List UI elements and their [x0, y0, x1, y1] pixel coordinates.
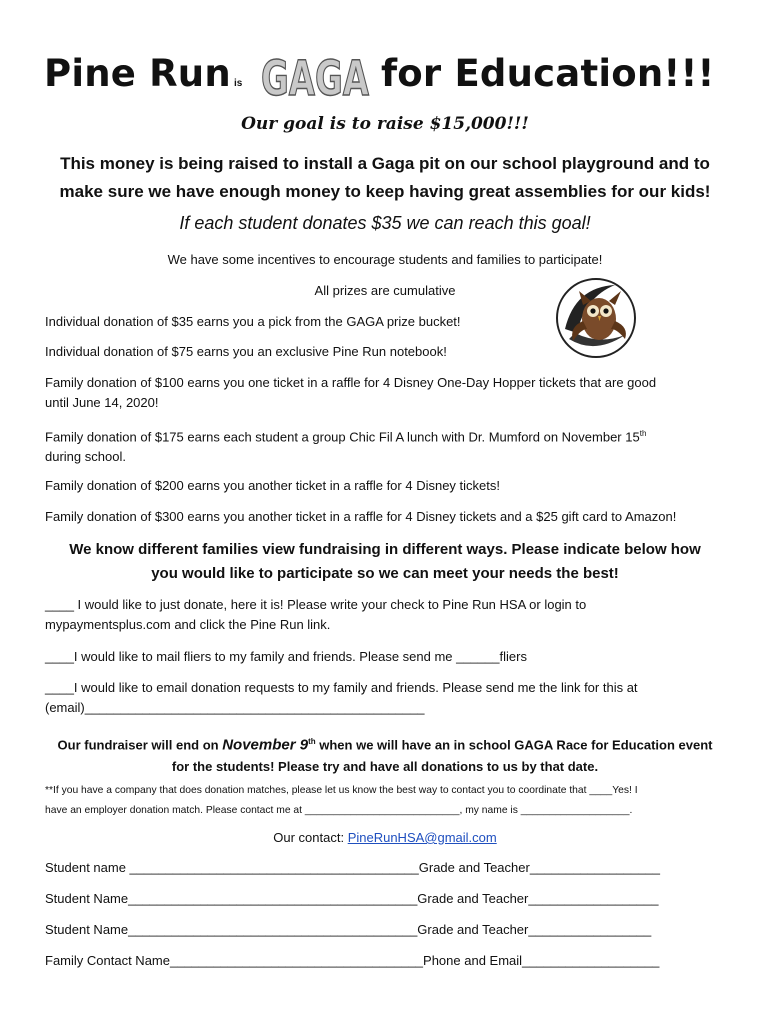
option-email-line-1: ____I would like to email donation requests to my family and friends. Please send me the link for this at — [45, 680, 638, 695]
option-email-line-2: (email)_______________________________________________ — [45, 700, 425, 715]
employer-match-line-2: have an employer donation match. Please contact me at ___________________________, my name is ___________________. — [45, 805, 633, 816]
purpose-line-1: This money is being raised to install a Gaga pit on our school playground and to — [60, 154, 710, 173]
prize-100-line-1: Family donation of $100 earns you one ticket in a raffle for 4 Disney One-Day Hopper tickets that are good — [45, 375, 657, 390]
participation-heading-line-2: you would like to participate so we can meet your needs the best! — [151, 565, 619, 582]
end-date-line-1: Our fundraiser will end on November 9th when we will have an in school GAGA Race for Education event — [57, 736, 713, 754]
end-date: November 9 — [222, 736, 309, 754]
prize-200: Family donation of $200 earns you another ticket in a raffle for 4 Disney tickets! — [45, 478, 500, 493]
end-date-note — [30, 731, 740, 778]
title-part2: for Education!!! — [381, 52, 715, 95]
option-donate[interactable] — [45, 595, 735, 635]
prize-300: Family donation of $300 earns you another ticket in a raffle for 4 Disney tickets and a $25 gift card to Amazon! — [45, 509, 677, 524]
form-row-family-contact[interactable]: Family Contact Name___________________________________Phone and Email___________________ — [45, 953, 660, 968]
goal-text: Our goal is to raise $15,000!!! — [241, 114, 529, 134]
option-donate-line-1: ____ I would like to just donate, here it is! Please write your check to Pine Run HSA or login to — [45, 597, 587, 612]
cumulative-note: All prizes are cumulative — [314, 283, 456, 298]
gaga-logo — [258, 50, 372, 108]
contact-label: Our contact: — [273, 830, 348, 845]
prize-100-line-2: until June 14, 2020! — [45, 395, 159, 410]
option-email-requests[interactable] — [45, 678, 735, 718]
prize-175 — [45, 424, 735, 467]
title-is: is — [234, 78, 243, 89]
form-row-student-2[interactable]: Student Name________________________________________Grade and Teacher__________________ — [45, 891, 659, 906]
option-mail-fliers[interactable]: ____I would like to mail fliers to my family and friends. Please send me ______fliers — [45, 649, 527, 664]
contact-line — [30, 828, 740, 848]
contact-email-link[interactable]: PineRunHSA@gmail.com — [347, 830, 497, 845]
purpose-text — [30, 150, 740, 206]
form-row-student-1[interactable]: Student name ________________________________________Grade and Teacher__________________ — [45, 860, 660, 875]
option-donate-line-2: mypaymentsplus.com and click the Pine Run link. — [45, 617, 331, 632]
title-part1: Pine Run — [44, 52, 231, 95]
if-each-text: If each student donates $35 we can reach this goal! — [179, 213, 591, 233]
employer-match-note — [45, 781, 735, 821]
prize-175-line-2: during school. — [45, 449, 126, 465]
prize-75: Individual donation of $75 earns you an exclusive Pine Run notebook! — [45, 344, 447, 359]
prize-35: Individual donation of $35 earns you a pick from the GAGA prize bucket! — [45, 314, 461, 329]
form-row-student-3[interactable]: Student Name________________________________________Grade and Teacher_________________ — [45, 922, 652, 937]
participation-heading-line-1: We know different families view fundraising in different ways. Please indicate below how — [69, 541, 701, 558]
employer-match-line-1: **If you have a company that does donation matches, please let us know the best way to contact you to coordinate that ____Yes! I — [45, 785, 638, 796]
prize-100 — [45, 373, 735, 413]
incentives-intro: We have some incentives to encourage students and families to participate! — [167, 252, 603, 267]
title — [44, 50, 734, 108]
participation-heading — [30, 538, 740, 586]
gaga-logo-text: GAGA — [261, 51, 370, 108]
prize-175-line-1: Family donation of $175 earns each student a group Chic Fil A lunch with Dr. Mumford on November 15th — [45, 429, 647, 445]
purpose-line-2: make sure we have enough money to keep having great assemblies for our kids! — [59, 182, 711, 201]
end-date-line-2: for the students! Please try and have all donations to us by that date. — [171, 759, 599, 775]
